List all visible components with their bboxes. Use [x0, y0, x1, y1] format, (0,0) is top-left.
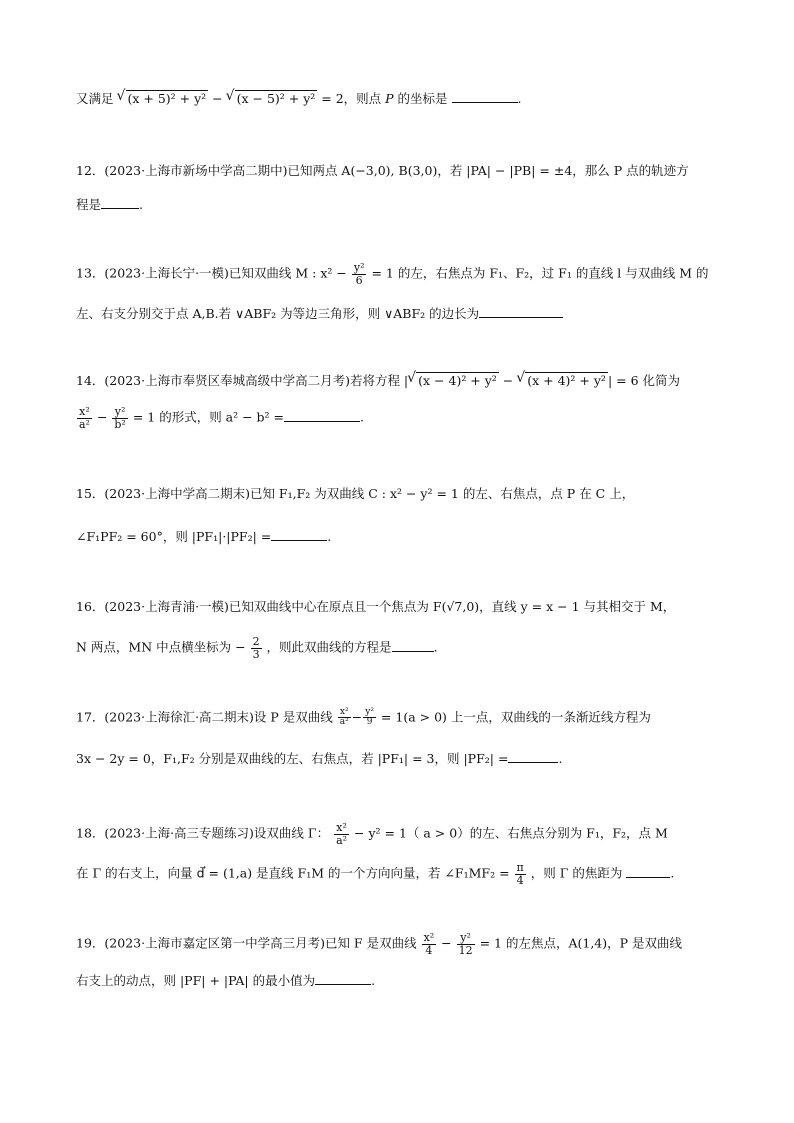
- question-number: 17．: [76, 709, 105, 725]
- question-source: (2023·上海长宁·一模): [104, 265, 229, 281]
- fraction-numerator: 2: [252, 635, 260, 648]
- answer-blank: [315, 972, 371, 985]
- q11-after: 的坐标是: [393, 91, 448, 106]
- q11-text: 又满足: [76, 91, 114, 106]
- question-source: (2023·上海青浦·一模): [104, 599, 229, 614]
- question-12-line-2: [76, 196, 734, 212]
- answer-blank: [284, 409, 360, 422]
- question-number: 15．: [76, 486, 105, 501]
- fraction: [422, 932, 437, 956]
- question-text: = 1 的形式，则 a² − b² =: [132, 409, 285, 425]
- fraction: [334, 822, 349, 846]
- answer-blank: [508, 750, 558, 763]
- question-text: 若将方程 |: [349, 373, 409, 388]
- question-source: (2023·上海徐汇·高二期末): [104, 709, 254, 725]
- fraction-numerator: x²: [423, 931, 435, 944]
- question-16-line-1: [76, 599, 734, 614]
- question-13-line-2: [76, 305, 734, 321]
- question-text: 程是: [76, 197, 102, 212]
- question-number: 18．: [76, 825, 105, 841]
- fraction-denominator: 9: [366, 717, 373, 728]
- sqrt-expression-1: [416, 372, 499, 388]
- question-source: (2023·上海市嘉定区第一中学高三月考): [104, 935, 325, 951]
- question-text: 3x − 2y = 0，F₁,F₂ 分别是双曲线的左、右焦点，若 |PF₁| = 3，则 |PF₂| =: [76, 751, 509, 766]
- question-17-line-1: 17．(2023·上海徐汇·高二期末)设 P 是双曲线 $\frac{\text{x²}}{\text{a²}}$ − $\frac{\text{y²}}{9}$ = 1(a > 0) 上一点，双曲线的一条渐近线方程为: [76, 707, 651, 728]
- fraction: [352, 262, 367, 286]
- q12-end: .: [139, 197, 143, 212]
- question-text: ，则 Γ 的焦距为: [530, 865, 623, 881]
- fraction-denominator: 4: [516, 873, 524, 887]
- q11-equals: = 2，则点: [317, 91, 386, 106]
- q11-var: P: [385, 91, 394, 106]
- fraction-denominator: a²: [79, 417, 90, 431]
- q18-end: .: [670, 865, 675, 881]
- fraction: [77, 406, 92, 430]
- question-17-line-2: [76, 750, 734, 766]
- question-text: = 1(a > 0) 上一点，双曲线的一条渐近线方程为: [380, 709, 651, 725]
- question-text: ∠F₁PF₂ = 60°，则 |PF₁|·|PF₂| =: [76, 529, 272, 544]
- question-text: = 1 的左焦点，A(1,4)，P 是双曲线: [479, 935, 683, 951]
- question-text: 已知双曲线中心在原点且一个焦点为 F(√7,0)，直线 y = x − 1 与其相交于 M，: [228, 599, 676, 614]
- fraction-denominator: 3: [252, 647, 260, 661]
- q14-end: .: [360, 409, 365, 425]
- question-18-line-2: [76, 862, 734, 886]
- fraction: [457, 932, 475, 956]
- fraction-denominator: 12: [458, 943, 473, 957]
- question-19-line-1: 19．(2023·上海市嘉定区第一中学高三月考)已知 F 是双曲线 $\frac{\text{x²}}{4}$ − $\frac{\text{y²}}{12}$ = 1 的左焦点，A(1,4)，P 是双曲线: [76, 931, 683, 957]
- question-text: = 1 的左，右焦点为 F₁、F₂，过 F₁ 的直线 l 与双曲线 M 的: [371, 265, 709, 281]
- fraction-numerator: y²: [365, 707, 374, 717]
- question-text: 已知双曲线 M : x² −: [228, 265, 347, 281]
- question-14-line-1: 14．(2023·上海市奉贤区奉城高级中学高二月考)若将方程 |√ (x − 4)² + y² − √ (x + 4)² + y² | = 6 化简为: [76, 372, 734, 388]
- fraction-numerator: y²: [353, 261, 365, 274]
- answer-blank: [271, 528, 327, 541]
- question-number: 16．: [76, 599, 105, 614]
- q11-end: .: [517, 91, 522, 106]
- fraction-denominator: a²: [339, 717, 349, 728]
- question-text: 右支上的动点，则 |PF| + |PA| 的最小值为: [76, 973, 316, 988]
- question-text: 已知 F 是双曲线: [324, 935, 417, 951]
- question-15-line-1: [76, 486, 734, 501]
- question-18-line-1: [76, 822, 734, 846]
- question-11-line-1: [76, 90, 734, 106]
- sqrt-expression-1: [126, 90, 209, 106]
- question-number: 19．: [76, 935, 105, 951]
- fraction: [338, 708, 351, 728]
- answer-blank: [452, 90, 518, 103]
- answer-blank: [479, 305, 563, 318]
- fraction-numerator: y²: [457, 932, 475, 945]
- question-number: 14．: [76, 373, 105, 388]
- question-15-line-2: [76, 528, 734, 544]
- fraction-numerator: π: [516, 861, 524, 874]
- question-number: 12．: [76, 163, 105, 178]
- question-text: 左、右支分别交于点 A,B.若 ∨ABF₂ 为等边三角形，则 ∨ABF₂ 的边长为: [76, 306, 480, 321]
- answer-blank: [626, 865, 670, 878]
- question-13-line-1: [76, 262, 734, 286]
- answer-blank: [101, 196, 139, 209]
- question-19-line-2: [76, 972, 734, 988]
- sqrt-expression-2: [235, 90, 318, 106]
- fraction-denominator: 4: [425, 943, 433, 957]
- fraction-denominator: 6: [355, 273, 363, 287]
- fraction-denominator: b²: [114, 417, 126, 431]
- fraction-numerator: x²: [77, 406, 92, 419]
- fraction: [363, 708, 376, 728]
- question-16-line-2: [76, 636, 734, 660]
- q19-end: .: [371, 973, 376, 988]
- q11-expr1: (x + 5)² + y²: [127, 91, 207, 106]
- question-text: 设双曲线 Γ：: [253, 825, 330, 841]
- question-text: 已知 F₁,F₂ 为双曲线 C : x² − y² = 1 的左、右焦点，点 P 在 C 上，: [249, 486, 635, 501]
- question-source: (2023·上海中学高二期末): [104, 486, 250, 501]
- question-14-line-2: $\frac{\text{x²}}{\text{a²}}$ − $\frac{\text{y²}}{\text{b²}}$ = 1 的形式，则 a² − b² = .: [79, 405, 365, 431]
- question-text: N 两点，MN 中点横坐标为 −: [76, 639, 246, 655]
- question-source: (2023·上海市新场中学高二期中): [104, 163, 288, 178]
- fraction: [251, 636, 262, 660]
- question-text: 在 Γ 的右支上，向量 d⃗ = (1,a) 是直线 F₁M 的一个方向向量，若 ∠F₁MF₂ =: [76, 865, 510, 881]
- question-text: 设 P 是双曲线: [253, 709, 333, 725]
- question-source: (2023·上海市奉贤区奉城高级中学高二月考): [104, 373, 350, 388]
- q11-minus: −: [208, 91, 227, 106]
- q15-end: .: [327, 529, 332, 544]
- q11-expr2: (x − 5)² + y²: [236, 91, 316, 106]
- question-number: 13．: [76, 265, 105, 281]
- question-text: 已知两点 A(−3,0), B(3,0)，若 |PA| − |PB| = ±4，那么 P 点的轨迹方: [287, 163, 689, 178]
- q16-end: .: [433, 639, 438, 655]
- answer-blank: [392, 639, 434, 652]
- question-text: − y² = 1（ a > 0）的左、右焦点分别为 F₁，F₂，点 M: [354, 825, 668, 841]
- q14-expr2: (x + 4)² + y²: [527, 373, 606, 388]
- fraction-numerator: x²: [338, 708, 351, 718]
- fraction: [112, 406, 127, 430]
- q17-end: .: [558, 751, 563, 766]
- fraction: [515, 862, 526, 886]
- q14-expr1: (x − 4)² + y²: [418, 373, 497, 388]
- question-source: (2023·上海·高三专题练习): [104, 825, 254, 841]
- fraction-denominator: a²: [336, 833, 348, 847]
- question-12-line-1: [76, 163, 734, 178]
- fraction-numerator: x²: [334, 822, 349, 835]
- question-text: | = 6 化简为: [607, 373, 680, 388]
- question-text: ，则此双曲线的方程是: [266, 639, 392, 655]
- fraction-numerator: y²: [112, 406, 127, 419]
- sqrt-expression-2: [525, 372, 608, 388]
